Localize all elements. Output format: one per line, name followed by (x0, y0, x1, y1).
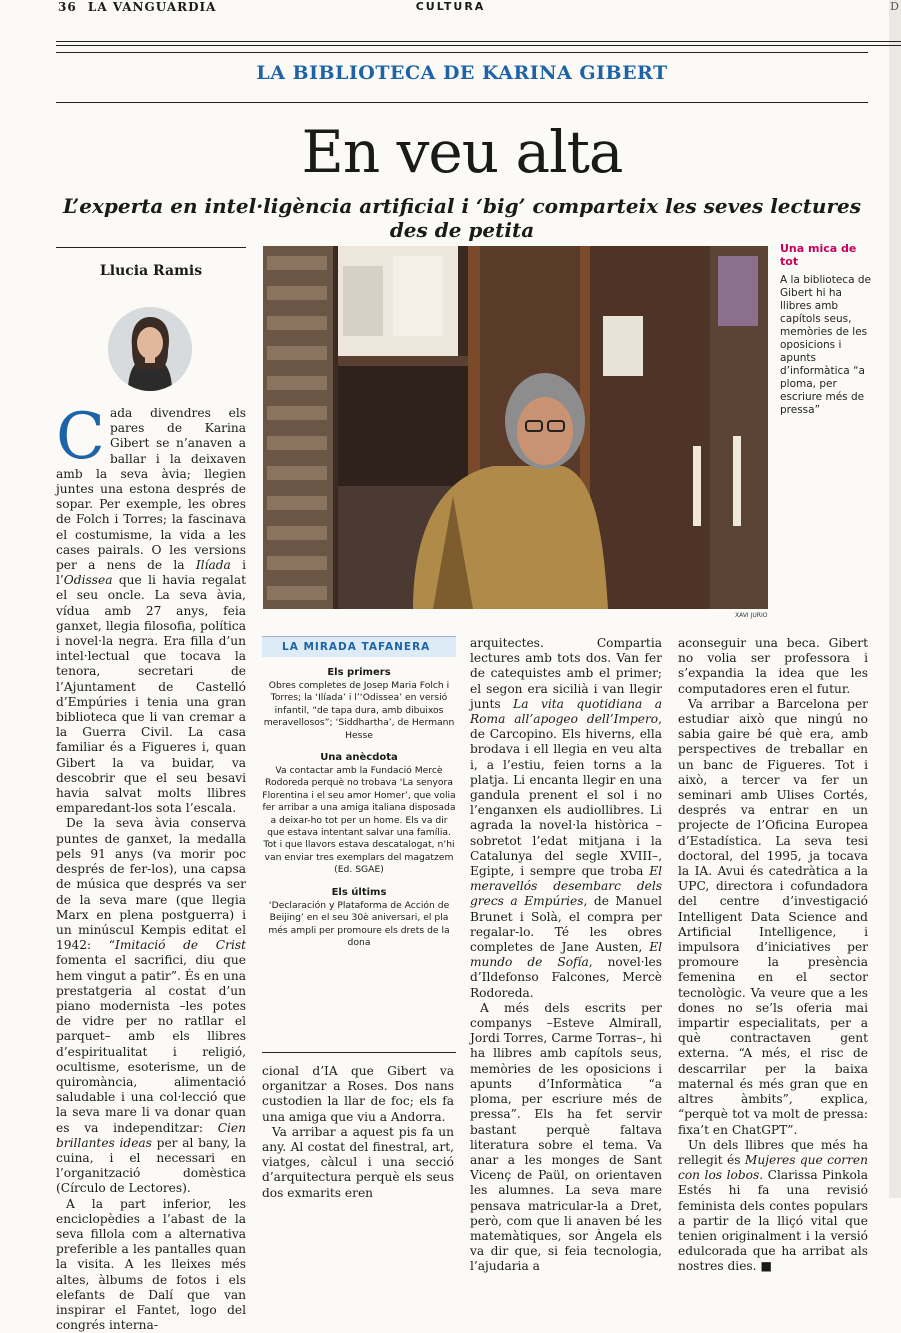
sidebar-text: Obres completes de Josep Maria Folch i Torres; la ‘Ilíada’ i l’‘Odissea’ en versió infantil, “de tapa dura, amb dibuixos meravellosos”; ‘Siddhartha’, de Hermann Hesse (263, 680, 455, 741)
sidebar-text: Va contactar amb la Fundació Mercè Rodoreda perquè no trobava ‘La senyora Florentina i el seu amor Homer’, que volia fer arribar a una amiga italiana disposada a deixar-ho tot per un home. Els va dir que estava intentant salvar una família. Tot i que llavors estava descatalogat, n’hi van enviar tres exemplars del magatzem (Ed. SGAE) (262, 765, 456, 876)
paragraph: Cada divendres els pares de Karina Gibert se n’anaven a ballar i la deixaven amb la seva àvia; llegien juntes una estona després de sopar. Per exemple, les obres de Folch i Torres; la fascinava el costumisme, la vida a les cases pairals. O les versions per a nens de la Ilíada i l’Odissea que li havia regalat el seu oncle. La seva àvia, vídua amb 27 anys, feia ganxet, llegia filosofia, política i novel·la negra. Era filla d’un intel·lectual que tocava la tenora, secretari de l’Ajuntament de Castelló d’Empúries i tenia una gran biblioteca que li van cremar a la Guerra Civil. La casa familiar és a Figueres i, quan Gibert la va buidar, va descobrir que el seu besavi havia salvat molts llibres emparedant-los sota l’escala. (56, 400, 246, 816)
paragraph: aconseguir una beca. Gibert no volia ser professora i s’expandia la idea que les computadores eren el futur. (678, 636, 868, 696)
kicker-top-rule (56, 52, 868, 53)
caption-body: A la biblioteca de Gibert hi ha llibres amb capítols seus, memòries de les oposicions i apunts d’informàtica “a ploma, per escriure més de pressa” (780, 274, 871, 416)
sidebar-bottom-rule (262, 1052, 456, 1053)
end-mark: ■ (760, 1259, 772, 1274)
author-byline: Llucia Ramis (99, 263, 203, 279)
paragraph: Va arribar a aquest pis fa un any. Al costat del finestral, art, viatges, càlcul i una secció d’arquitectura perquè els seus dos exmarits eren (262, 1124, 454, 1200)
kicker: LA BIBLIOTECA DE KARINA GIBERT (256, 62, 668, 84)
newspaper-name: LA VANGUARDIA (87, 0, 217, 14)
caption-title: Una mica de tot (780, 242, 857, 268)
paragraph: A la part inferior, les enciclopèdies a l’abast de la seva fillola com a alternativa preferible a les pantalles quan la visita. A les lleixes més altes, àlbums de fotos i els elefants de Dalí que van inspirar el Fantet, logo del congrés interna- (56, 1196, 246, 1333)
section-label: CULTURA (415, 0, 486, 13)
subheadline: L’experta en intel·ligència artificial i ‘big’ comparteix les seves lectures des de petita (62, 194, 861, 242)
author-avatar (108, 307, 192, 391)
article-column-3 (470, 636, 662, 1275)
main-photo (263, 246, 768, 609)
paragraph: A més dels escrits per companys –Esteve Almirall, Jordi Torres, Carme Torras–, hi ha llibres amb capítols seus, memòries de les oposicions i apunts d’Informàtica “a ploma, per escriure més de pressa”. Els ha fet servir bastant perquè faltava literatura sobre el tema. Va anar a les monges de Sant Vicenç de Paül, on orientaven les alumnes. La seva mare pensava matricular-la a Dret, però, com que li anaven bé les matemàtiques, sor Àngela els va dir que, si feia tecnologia, l’ajudaria a (470, 1000, 662, 1274)
paragraph: Va arribar a Barcelona per estudiar això que ningú no sabia gaire bé què era, amb perspectives de treballar en un banc de Figueres. Tot i això, a tercer va fer un seminari amb Ulises Cortés, després va entrar en un projecte de l’Oficina Europea d’Estadística. La seva tesi doctoral, del 1995, ja tocava la IA. Avui és catedràtica a la UPC, directora i cofundadora del centre d’investigació Intelligent Data Science and Artificial Intelligence, i impulsora d’iniciatives per promoure la presència femenina en el sector tecnològic. Va veure que a les dones no se’ls oferia mai impartir especialitats, per a què contractaven gent externa. “A més, el risc de descarrilar per la baixa maternal és més gran que en altres àmbits”, explica, “perquè tot va molt de pressa: fixa’t en ChatGPT”. (678, 696, 868, 1137)
paragraph: cional d’IA que Gibert va organitzar a Roses. Dos nans custodien la llar de foc; els fa una amiga que viu a Andorra. (262, 1064, 454, 1124)
photo-credit: XAVI JURIO (735, 612, 768, 619)
article-column-1 (56, 400, 246, 1333)
page-number: 36 (58, 0, 77, 14)
kicker-bottom-rule (56, 102, 868, 103)
paragraph: arquitectes. Compartia lectures amb tots dos. Van fer de catequistes amb el primer; el segon era sicilià i van llegir junts La vita quotidiana a Roma all’apogeo dell’Impero, de Carcopino. Els hiverns, ella brodava i ell llegia en veu alta i, a l’estiu, feien torns a la platja. Li encanta llegir en una gandula prenent el sol i no l’enganxen els audiollibres. Li agrada la novel·la històrica –sobretot l’edat mitjana i la Catalunya del segle XVIII–, Egipte, i sempre que troba El meravellós desembarc dels grecs a Empúries, de Manuel Brunet i Solà, el compra per regalar-lo. Té les obres completes de Jane Austen, El mundo de Sofía, novel·les d’Ildefonso Falcones, Mercè Rodoreda. (470, 636, 662, 1000)
paragraph: De la seva àvia conserva puntes de ganxet, la medalla pels 91 anys (va morir poc després de fer-los), una capsa de música que després va ser de la seva mare (que llegia Marx en plena postguerra) i un minúscul Kempis editat el 1942: “Imitació de Crist fomenta el sacrifici, diu que hem vingut a patir”. És en una prestatgeria al costat d’un piano modernista –les potes de vidre per no ratllar el parquet– amb els llibres d’espiritualitat i religió, ocultisme, esoterisme, un de quiromància, alimentació saludable i una col·lecció que la seva mare li va donar quan es va independitzar: Cien brillantes ideas per al bany, la cuina, i el necessari en l’organització domèstica (Círculo de Lectores). (56, 816, 246, 1196)
paragraph: Un dels llibres que més ha rellegit és Mujeres que corren con los lobos. Clarissa Pinkola Estés hi fa una revisió feminista dels contes populars a partir de la lliçó vital que tenien originalment i la versió edulcorada que ha arribat als nostres dies. ■ (678, 1137, 868, 1274)
sidebar-subtitle: Una anècdota (320, 752, 398, 764)
sidebar-text: ‘Declaración y Plataforma de Acción de Beijing’ en el seu 30è aniversari, el pla més ampli per promoure els drets de la dona (268, 899, 450, 948)
article-column-4 (678, 636, 868, 1275)
sidebar-title: LA MIRADA TAFANERA (262, 636, 456, 657)
article-column-2 (262, 1064, 454, 1201)
edge-letter: D (890, 0, 899, 13)
adjacent-page-edge (889, 0, 901, 1198)
headline: En veu alta (301, 118, 623, 186)
sidebar-box (262, 636, 456, 1044)
drop-cap: C (56, 400, 105, 474)
sidebar-subtitle: Els últims (331, 886, 387, 898)
author-top-rule (56, 247, 246, 248)
sidebar-subtitle: Els primers (327, 667, 391, 678)
top-double-rule (56, 41, 901, 46)
